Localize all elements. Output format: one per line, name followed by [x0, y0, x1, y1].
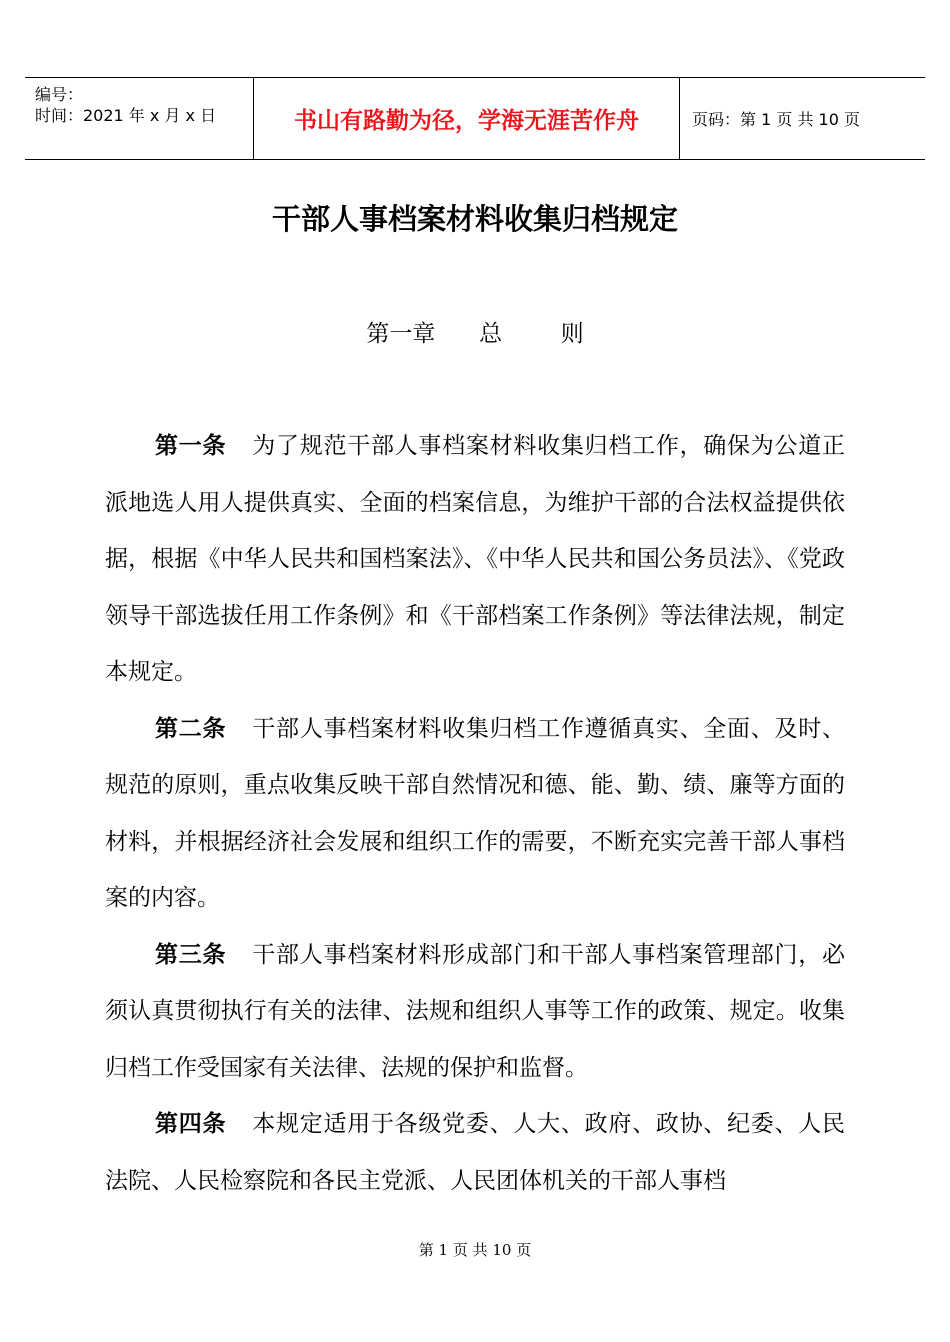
article-3 — [105, 927, 845, 1097]
article-label: 第一条 — [155, 433, 227, 459]
document-body — [105, 418, 845, 1209]
document-title: 干部人事档案材料收集归档规定 — [271, 202, 678, 236]
article-text: 干部人事档案材料形成部门和干部人事档案管理部门，必须认真贯彻执行有关的法律、法规和组织人事等工作的政策、规定。收集归档工作受国家有关法律、法规的保护和监督。 — [105, 941, 846, 1081]
document-code-label: 编号： — [35, 85, 84, 104]
header-page-info-cell — [680, 78, 925, 159]
article-text: 本规定适用于各级党委、人大、政府、政协、纪委、人民法院、人民检察院和各民主党派、人民团体机关的干部人事档 — [105, 1111, 846, 1194]
article-label: 第三条 — [155, 941, 227, 968]
article-text: 干部人事档案材料收集归档工作遵循真实、全面、及时、规范的原则，重点收集反映干部自然情况和德、能、勤、绩、廉等方面的材料，并根据经济社会发展和组织工作的需要，不断充实完善干部人事档案的内容。 — [105, 715, 846, 911]
page-footer: 第 1 页 共 10 页 — [418, 1241, 532, 1259]
article-label: 第二条 — [155, 715, 227, 742]
header-motto: 书山有路勤为径，学海无涯苦作舟 — [294, 108, 639, 134]
article-text: 为了规范干部人事档案材料收集归档工作，确保为公道正派地选人用人提供真实、全面的档案信息，为维护干部的合法权益提供依据，根据《中华人民共和国档案法》、《中华人民共和国公务员法》、《党政领导干部选拔任用工作条例》和《干部档案工作条例》等法律法规，制定本规定。 — [105, 433, 846, 685]
document-date: 时间：2021 年 x 月 x 日 — [35, 106, 217, 125]
header-meta — [25, 78, 254, 159]
chapter-heading: 第一章 总 则 — [366, 321, 584, 347]
header-page-info: 页码：第 1 页 共 10 页 — [692, 110, 860, 129]
article-1 — [105, 418, 845, 701]
article-label: 第四条 — [155, 1111, 227, 1137]
article-2 — [105, 701, 845, 927]
header-motto-cell — [254, 78, 680, 159]
article-4 — [105, 1096, 845, 1209]
document-header — [25, 77, 925, 160]
